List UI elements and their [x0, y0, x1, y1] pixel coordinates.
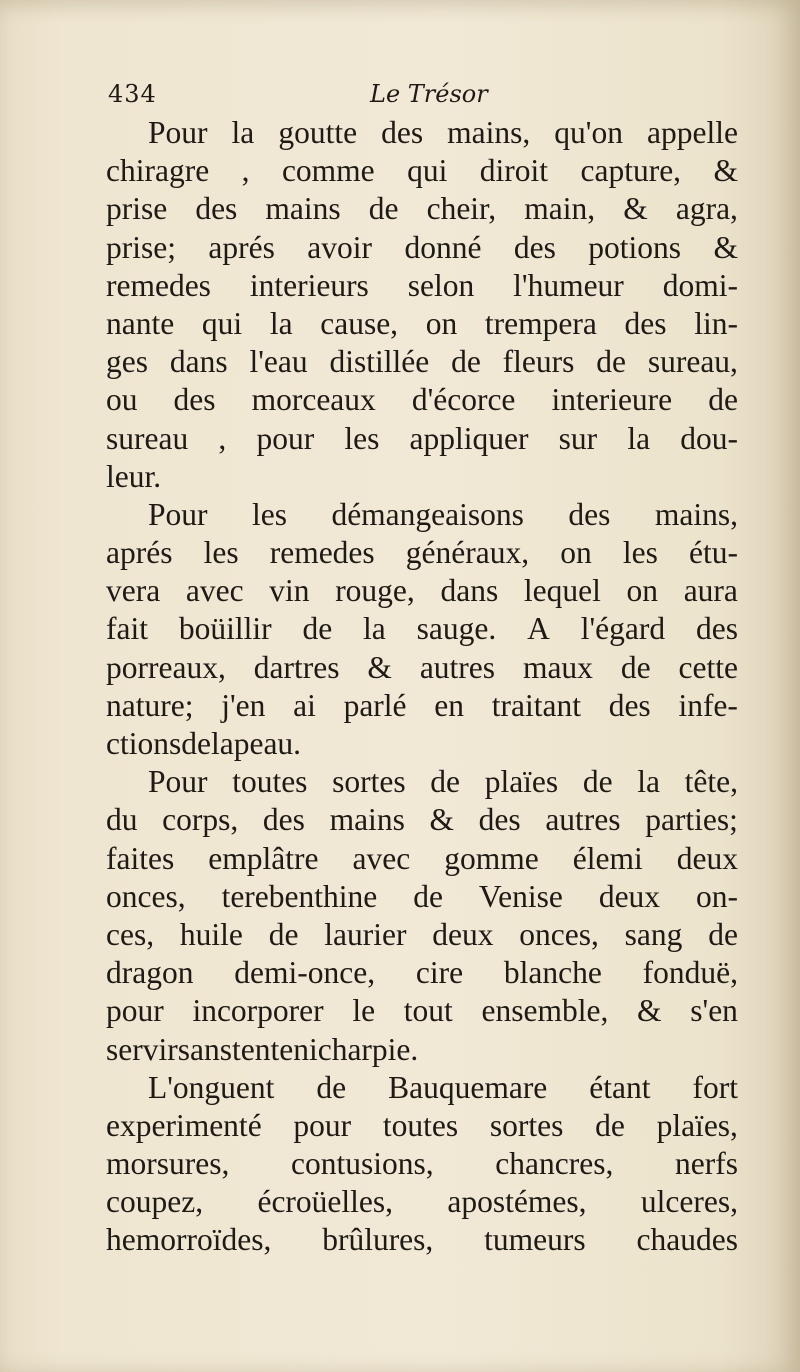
word: la	[627, 420, 651, 456]
word: démangeaisons	[331, 496, 524, 532]
word: huile	[179, 916, 243, 952]
text-line	[106, 458, 738, 496]
word: onces,	[519, 916, 599, 952]
word: cire	[415, 955, 464, 991]
text-line	[106, 114, 738, 152]
text-line	[106, 496, 738, 534]
word: pour	[293, 1107, 352, 1143]
word: faites	[106, 840, 175, 876]
word: mains,	[654, 496, 738, 532]
word: dartres	[253, 649, 340, 685]
word: corps,	[162, 802, 239, 838]
word: lequel	[523, 573, 601, 609]
text-line	[106, 840, 738, 878]
word: charpie.	[317, 1031, 419, 1067]
word: l'égard	[580, 611, 666, 647]
word: gomme	[444, 840, 539, 876]
text-line	[106, 954, 738, 992]
word: sureau,	[647, 344, 738, 380]
text-line	[106, 1145, 738, 1183]
word: apostémes,	[447, 1184, 587, 1220]
word: mains	[329, 802, 405, 838]
word: remedes	[106, 267, 211, 303]
word: Venise	[478, 878, 563, 914]
text-line	[106, 381, 738, 419]
word: étu-	[688, 535, 738, 571]
word: prise;	[106, 229, 176, 265]
word: cette	[678, 649, 738, 685]
text-line	[106, 801, 738, 839]
word: des	[608, 687, 651, 723]
text-line	[106, 229, 738, 267]
word: aprés	[208, 229, 275, 265]
word: s'en	[690, 993, 738, 1029]
word: en	[434, 687, 465, 723]
word: ou	[106, 382, 138, 418]
text-line	[106, 534, 738, 572]
word: toutes	[382, 1107, 459, 1143]
word: appliquer	[409, 420, 529, 456]
word: sauge.	[416, 611, 497, 647]
word: on	[626, 573, 659, 609]
word: parlé	[343, 687, 407, 723]
word: aprés	[106, 535, 173, 571]
word: morsures,	[106, 1146, 230, 1182]
word: de	[620, 649, 651, 685]
word: mains,	[447, 115, 531, 150]
word: contusions,	[291, 1146, 434, 1182]
word: vera	[106, 573, 161, 609]
word: dragon	[106, 955, 194, 991]
word: main,	[524, 191, 596, 227]
word: tente	[231, 1031, 294, 1067]
word: de	[413, 878, 443, 914]
word: interieure	[551, 382, 673, 418]
word: ulceres,	[640, 1184, 738, 1220]
word: coupez,	[106, 1184, 204, 1220]
running-title: Le Trésor	[370, 80, 488, 108]
word: toutes	[232, 764, 308, 800]
text-line	[106, 190, 738, 228]
word: avec	[352, 840, 411, 876]
word: les	[203, 535, 239, 571]
word: étant	[589, 1069, 651, 1105]
word: &	[713, 229, 738, 265]
word: chancres,	[495, 1146, 614, 1182]
word: de	[582, 764, 613, 800]
word: qui	[407, 153, 448, 189]
word: l'eau	[249, 344, 308, 380]
text-line	[106, 610, 738, 648]
word: sortes	[489, 1107, 564, 1143]
text-line	[106, 1069, 738, 1107]
word: de	[302, 611, 333, 647]
word: blanche	[503, 955, 602, 991]
word: onces,	[106, 878, 186, 914]
word: trempera	[484, 305, 597, 341]
word: lin-	[694, 305, 738, 341]
word: comme	[281, 153, 375, 189]
word: des	[695, 611, 738, 647]
word: autres	[419, 649, 496, 685]
word: ,	[218, 420, 227, 456]
word: incorporer	[192, 993, 324, 1029]
word: on	[560, 535, 592, 571]
word: fort	[692, 1069, 738, 1105]
word: Bauquemare	[388, 1069, 548, 1105]
word: de	[316, 1069, 347, 1105]
word: terebenthine	[221, 878, 378, 914]
word: emplâtre	[208, 840, 319, 876]
word: avec	[185, 573, 244, 609]
word: fait	[106, 611, 148, 647]
word: élemi	[572, 840, 643, 876]
word: &	[623, 191, 648, 227]
word: porreaux,	[106, 649, 226, 685]
word: L'onguent	[148, 1069, 275, 1105]
word: agra,	[675, 191, 738, 227]
word: plaïes,	[656, 1107, 738, 1143]
word: de	[430, 764, 461, 800]
word: sang	[624, 916, 683, 952]
word: de	[268, 916, 299, 952]
text-line	[106, 763, 738, 801]
text-line	[106, 267, 738, 305]
word: l'humeur	[513, 267, 624, 303]
word: domi-	[662, 267, 738, 303]
word: les	[251, 496, 287, 532]
word: généraux,	[405, 535, 530, 571]
word: vin	[269, 573, 310, 609]
word: de	[368, 191, 399, 227]
word: des	[568, 496, 611, 532]
word: Pour	[148, 115, 208, 150]
text-line	[106, 152, 738, 190]
word: dans	[440, 573, 499, 609]
word: ,	[241, 153, 250, 189]
word: sureau	[106, 420, 189, 456]
word: chiragre	[106, 153, 210, 189]
word: ni	[293, 1031, 318, 1067]
word: ai	[293, 687, 316, 723]
word: cheir,	[426, 191, 497, 227]
word: ces,	[106, 916, 155, 952]
word: qu'on	[554, 115, 623, 150]
text-line	[106, 1031, 738, 1069]
word: d'écorce	[411, 382, 516, 418]
word: dou-	[680, 420, 738, 456]
word: écroüelles,	[257, 1184, 394, 1220]
word: Pour	[148, 764, 208, 800]
word: &	[637, 993, 662, 1029]
text-line	[106, 1183, 738, 1221]
word: le	[352, 993, 376, 1029]
word: fleurs	[502, 344, 575, 380]
text-line	[106, 1107, 738, 1145]
word: de	[596, 344, 626, 380]
word: parties;	[645, 802, 738, 838]
word: ges	[106, 344, 148, 380]
word: deux	[432, 916, 494, 952]
text-line	[106, 649, 738, 687]
word: laurier	[324, 916, 407, 952]
word: demi-once,	[234, 955, 376, 991]
word: les	[622, 535, 658, 571]
word: tête,	[684, 764, 738, 800]
word: nerfs	[674, 1146, 738, 1182]
word: chaudes	[636, 1222, 738, 1258]
word: servir	[106, 1031, 178, 1067]
word: des	[478, 802, 521, 838]
word: la	[210, 726, 234, 761]
word: aura	[683, 573, 738, 609]
word: mains	[265, 191, 341, 227]
word: boüillir	[178, 611, 272, 647]
text-line	[106, 305, 738, 343]
word: la	[637, 764, 660, 800]
word: pour	[106, 993, 164, 1029]
word: deux	[598, 878, 661, 914]
word: les	[344, 420, 380, 456]
word: nature;	[106, 687, 194, 723]
page-header	[108, 80, 748, 116]
word: hemorroïdes,	[106, 1222, 272, 1258]
word: fonduë,	[642, 955, 738, 991]
word: capture,	[580, 153, 682, 189]
word: brûlures,	[322, 1222, 434, 1258]
word: diroit	[479, 153, 549, 189]
word: ctions	[106, 726, 182, 761]
word: de	[595, 1107, 625, 1143]
word: des	[624, 305, 667, 341]
word: traitant	[491, 687, 581, 723]
text-line	[106, 420, 738, 458]
word: du	[106, 802, 138, 838]
word: la	[269, 305, 293, 341]
word: experimenté	[106, 1107, 262, 1143]
word: distillée	[329, 344, 430, 380]
text-line	[106, 725, 738, 763]
word: peau.	[233, 726, 302, 761]
word: potions	[588, 229, 682, 265]
word: des	[173, 382, 216, 418]
body-text	[106, 114, 738, 1260]
text-line	[106, 916, 738, 954]
word: prise	[106, 191, 168, 227]
word: pour	[256, 420, 315, 456]
word: on-	[696, 878, 738, 914]
word: des	[513, 229, 556, 265]
text-line	[106, 1221, 738, 1259]
word: appelle	[647, 115, 738, 150]
word: la	[231, 115, 255, 150]
word: des	[262, 802, 305, 838]
word: qui	[201, 305, 243, 341]
word: &	[713, 153, 738, 189]
word: leur.	[106, 458, 162, 494]
word: remedes	[269, 535, 375, 571]
word: A	[527, 611, 550, 647]
word: dans	[169, 344, 228, 380]
word: j'en	[221, 687, 266, 723]
word: des	[381, 115, 424, 150]
text-line	[106, 687, 738, 725]
word: on	[425, 305, 458, 341]
word: tout	[403, 993, 453, 1029]
word: sur	[558, 420, 598, 456]
word: ensemble,	[481, 993, 609, 1029]
word: infe-	[678, 687, 738, 723]
word: sortes	[332, 764, 406, 800]
word: &	[367, 649, 392, 685]
word: goutte	[278, 115, 358, 150]
word: maux	[522, 649, 593, 685]
word: la	[363, 611, 386, 647]
word: nante	[106, 305, 175, 341]
word: cause,	[320, 305, 399, 341]
word: autres	[545, 802, 621, 838]
word: des	[195, 191, 238, 227]
text-line	[106, 572, 738, 610]
word: de	[708, 916, 738, 952]
word: Pour	[148, 496, 208, 532]
text-line	[106, 343, 738, 381]
text-line	[106, 878, 738, 916]
word: avoir	[307, 229, 373, 265]
word: &	[429, 802, 454, 838]
word: morceaux	[251, 382, 376, 418]
word: de	[181, 726, 211, 761]
word: interieurs	[249, 267, 369, 303]
word: de	[451, 344, 481, 380]
word: sans	[177, 1031, 232, 1067]
word: rouge,	[335, 573, 415, 609]
word: selon	[407, 267, 475, 303]
page-number: 434	[108, 80, 157, 108]
text-line	[106, 992, 738, 1030]
word: plaïes	[484, 764, 559, 800]
word: de	[708, 382, 738, 418]
word: deux	[676, 840, 738, 876]
word: donné	[404, 229, 482, 265]
word: tumeurs	[484, 1222, 586, 1258]
